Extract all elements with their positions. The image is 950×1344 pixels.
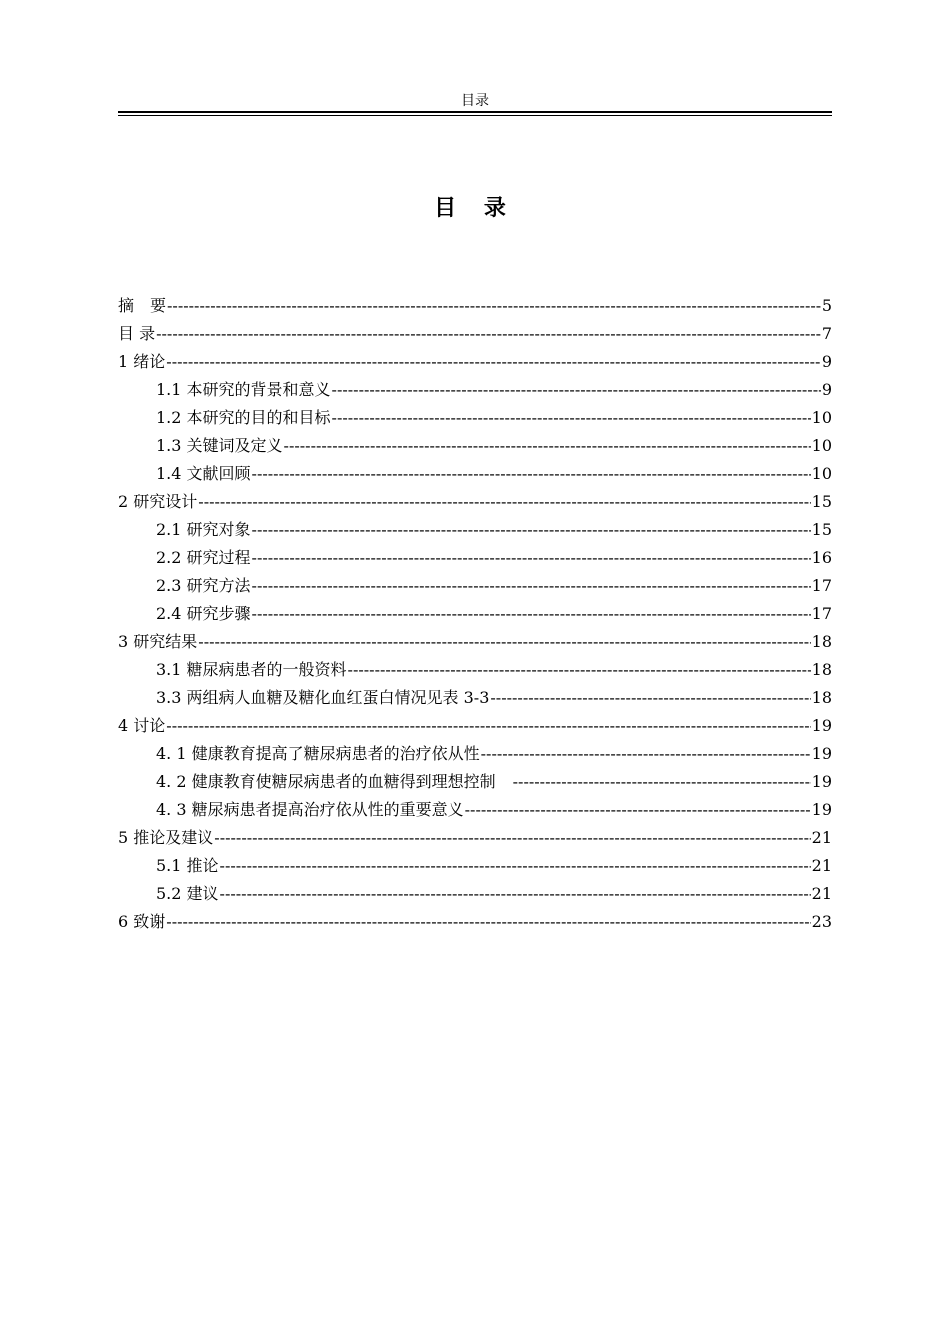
toc-leader [465,796,811,824]
toc-leader [490,684,810,712]
toc-entry-label: 4. 3 糖尿病患者提高治疗依从性的重要意义 [156,800,464,819]
toc-page-number: 10 [811,408,832,427]
toc-entry-label: 1.3 关键词及定义 [156,436,283,455]
toc-entry-label: 3 研究结果 [118,632,198,651]
toc-leader [481,740,811,768]
toc-leader [220,880,811,908]
toc-page-number: 21 [811,856,832,875]
toc-entry-section-1-4[interactable] [118,460,832,488]
toc-entry-section-2-4[interactable] [118,600,832,628]
table-of-contents [118,292,832,936]
toc-page-number: 19 [811,744,832,763]
toc-entry-label: 2.2 研究过程 [156,548,251,567]
toc-leader [166,348,821,376]
toc-entry-label: 6 致谢 [118,912,166,931]
toc-entry-label: 4. 2 健康教育使糖尿病患者的血糖得到理想控制 [156,772,512,791]
toc-leader [198,628,810,656]
toc-entry-chapter-2[interactable] [118,488,832,516]
toc-entry-section-5-1[interactable] [118,852,832,880]
toc-leader [252,600,811,628]
toc-entry-section-5-2[interactable] [118,880,832,908]
toc-page-number: 17 [811,604,832,623]
toc-page-number: 10 [811,436,832,455]
toc-leader [252,572,811,600]
toc-page-number: 5 [821,296,832,315]
toc-entry-abstract[interactable] [118,292,832,320]
toc-entry-label: 5.1 推论 [156,856,219,875]
toc-leader [332,376,821,404]
toc-entry-label: 目 录 [118,324,156,343]
toc-page-number: 21 [811,884,832,903]
toc-leader [284,432,811,460]
toc-entry-chapter-5[interactable] [118,824,832,852]
toc-leader [252,544,811,572]
toc-entry-label: 2 研究设计 [118,492,198,511]
toc-leader [252,516,811,544]
toc-leader [166,908,810,936]
toc-entry-section-1-2[interactable] [118,404,832,432]
toc-leader [332,404,811,432]
header-rule [118,111,832,116]
toc-page-number: 19 [811,772,832,791]
toc-entry-section-4-2[interactable] [118,768,832,796]
toc-entry-section-4-3[interactable] [118,796,832,824]
toc-page-number: 9 [821,352,832,371]
toc-entry-label: 3.1 糖尿病患者的一般资料 [156,660,347,679]
toc-page-number: 15 [811,492,832,511]
toc-page-number: 18 [811,660,832,679]
toc-page-number: 18 [811,632,832,651]
toc-entry-label: 1.1 本研究的背景和意义 [156,380,331,399]
toc-entry-chapter-3[interactable] [118,628,832,656]
toc-page-number: 7 [821,324,832,343]
toc-entry-label: 5 推论及建议 [118,828,214,847]
toc-page-number: 18 [811,688,832,707]
toc-entry-section-2-1[interactable] [118,516,832,544]
toc-leader [513,768,811,796]
toc-leader [214,824,810,852]
toc-entry-section-1-3[interactable] [118,432,832,460]
toc-entry-section-4-1[interactable] [118,740,832,768]
toc-entry-chapter-4[interactable] [118,712,832,740]
toc-leader [220,852,811,880]
toc-page-number: 15 [811,520,832,539]
toc-entry-label: 4. 1 健康教育提高了糖尿病患者的治疗依从性 [156,744,480,763]
toc-entry-label: 4 讨论 [118,716,166,735]
toc-page-number: 23 [811,912,832,931]
toc-leader [252,460,811,488]
toc-entry-section-3-1[interactable] [118,656,832,684]
toc-entry-label: 2.1 研究对象 [156,520,251,539]
toc-leader [156,320,821,348]
toc-entry-label: 5.2 建议 [156,884,219,903]
toc-entry-contents[interactable] [118,320,832,348]
toc-page-number: 19 [811,800,832,819]
toc-page-number: 9 [821,380,832,399]
running-header: 目录 [461,93,489,109]
toc-page-number: 21 [811,828,832,847]
toc-entry-section-3-3[interactable] [118,684,832,712]
toc-leader [198,488,810,516]
toc-entry-label: 2.4 研究步骤 [156,604,251,623]
toc-entry-label: 摘 要 [118,296,167,315]
toc-entry-label: 1 绪论 [118,352,166,371]
toc-entry-section-2-3[interactable] [118,572,832,600]
toc-entry-chapter-1[interactable] [118,348,832,376]
toc-leader [166,712,810,740]
toc-entry-label: 1.2 本研究的目的和目标 [156,408,331,427]
toc-entry-chapter-6[interactable] [118,908,832,936]
toc-page-number: 16 [811,548,832,567]
page-title: 目 录 [434,195,516,221]
toc-page-number: 19 [811,716,832,735]
toc-entry-label: 2.3 研究方法 [156,576,251,595]
toc-leader [348,656,811,684]
toc-leader [167,292,821,320]
toc-entry-section-1-1[interactable] [118,376,832,404]
toc-entry-label: 3.3 两组病人血糖及糖化血红蛋白情况见表 3-3 [156,688,490,707]
toc-entry-label: 1.4 文献回顾 [156,464,251,483]
toc-page-number: 10 [811,464,832,483]
toc-entry-section-2-2[interactable] [118,544,832,572]
toc-page-number: 17 [811,576,832,595]
